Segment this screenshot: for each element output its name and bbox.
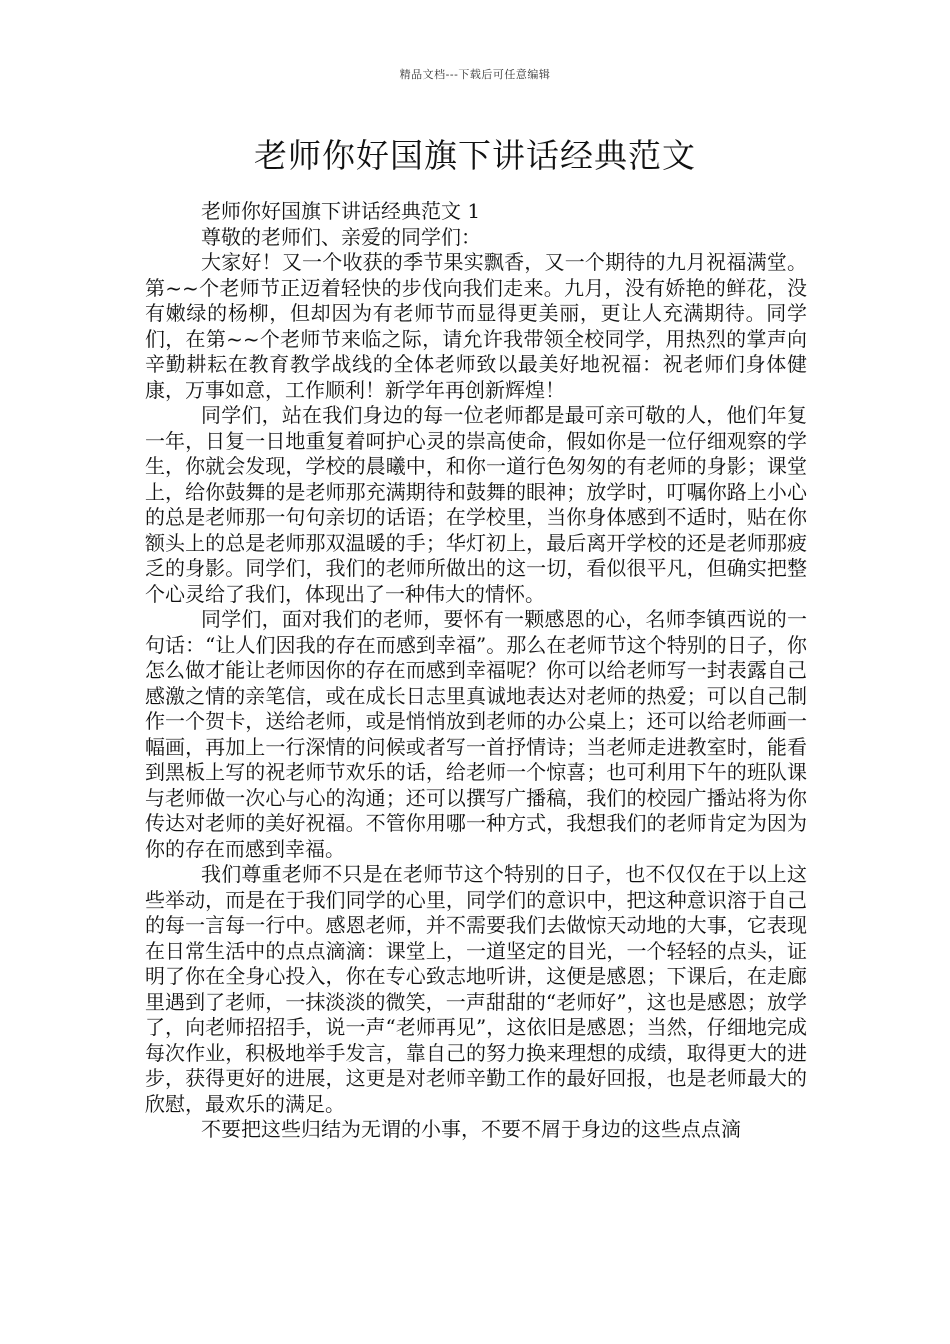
paragraph: 同学们，站在我们身边的每一位老师都是最可亲可敬的人，他们年复一年，日复一日地重复着呵护心灵的崇高使命，假如你是一位仔细观察的学生，你就会发现，学校的晨曦中，和你一道行色匆匆的有老师的身影；课堂上，给你鼓舞的是老师那充满期待和鼓舞的眼神；放学时，叮嘱你路上小心的总是老师那一句句亲切的话语；在学校里，当你身体感到不适时，贴在你额头上的总是老师那双温暖的手；华灯初上，最后离开学校的还是老师那疲乏的身影。同学们，我们的老师所做出的这一切，看似很平凡，但确实把整个心灵给了我们，体现出了一种伟大的情怀。 bbox=[145, 403, 807, 606]
paragraph: 不要把这些归结为无谓的小事，不要不屑于身边的这些点点滴 bbox=[201, 1117, 741, 1141]
document-subtitle: 老师你好国旗下讲话经典范文 1 bbox=[201, 199, 481, 223]
document-body bbox=[145, 199, 807, 1143]
header-note: 精品文档---下载后可任意编辑 bbox=[399, 68, 551, 81]
paragraph: 同学们，面对我们的老师，要怀有一颗感恩的心，名师李镇西说的一句话：“让人们因我的存在而感到幸福”。那么在老师节这个特别的日子，你怎么做才能让老师因你的存在而感到幸福呢？你可以给老师写一封表露自己感激之情的亲笔信，或在成长日志里真诚地表达对老师的热爱；可以自己制作一个贺卡，送给老师，或是悄悄放到老师的办公桌上；还可以给老师画一幅画，再加上一行深情的问候或者写一首抒情诗；当老师走进教室时，能看到黑板上写的祝老师节欢乐的话，给老师一个惊喜；也可利用下午的班队课与老师做一次心与心的沟通；还可以撰写广播稿，我们的校园广播站将为你传达对老师的美好祝福。不管你用哪一种方式，我想我们的老师肯定为因为你的存在而感到幸福。 bbox=[145, 607, 807, 861]
document-title: 老师你好国旗下讲话经典范文 bbox=[254, 136, 696, 175]
salutation: 尊敬的老师们、亲爱的同学们： bbox=[201, 224, 481, 249]
paragraph: 我们尊重老师不只是在老师节这个特别的日子，也不仅仅在于以上这些举动，而是在于我们同学的心里，同学们的意识中，把这种意识溶于自己的每一言每一行中。感恩老师，并不需要我们去做惊天动地的大事，它表现在日常生活中的点点滴滴：课堂上，一道坚定的目光，一个轻轻的点头，证明了你在全身心投入，你在专心致志地听讲，这便是感恩；下课后，在走廊里遇到了老师，一抹淡淡的微笑，一声甜甜的“老师好”，这也是感恩；放学了，向老师招招手，说一声“老师再见”，这依旧是感恩；当然，仔细地完成每次作业，积极地举手发言，靠自己的努力换来理想的成绩，取得更大的进步，获得更好的进展，这更是对老师辛勤工作的最好回报，也是老师最大的欣慰，最欢乐的满足。 bbox=[145, 862, 807, 1116]
paragraph: 大家好！又一个收获的季节果实飘香，又一个期待的九月祝福满堂。第~~个老师节正迈着轻快的步伐向我们走来。九月，没有娇艳的鲜花，没有嫩绿的杨柳，但却因为有老师节而显得更美丽，更让人充满期待。同学们，在第~~个老师节来临之际，请允许我带领全校同学，用热烈的掌声向辛勤耕耘在教育教学战线的全体老师致以最美好地祝福：祝老师们身体健康，万事如意，工作顺利！新学年再创新辉煌！ bbox=[145, 250, 807, 402]
